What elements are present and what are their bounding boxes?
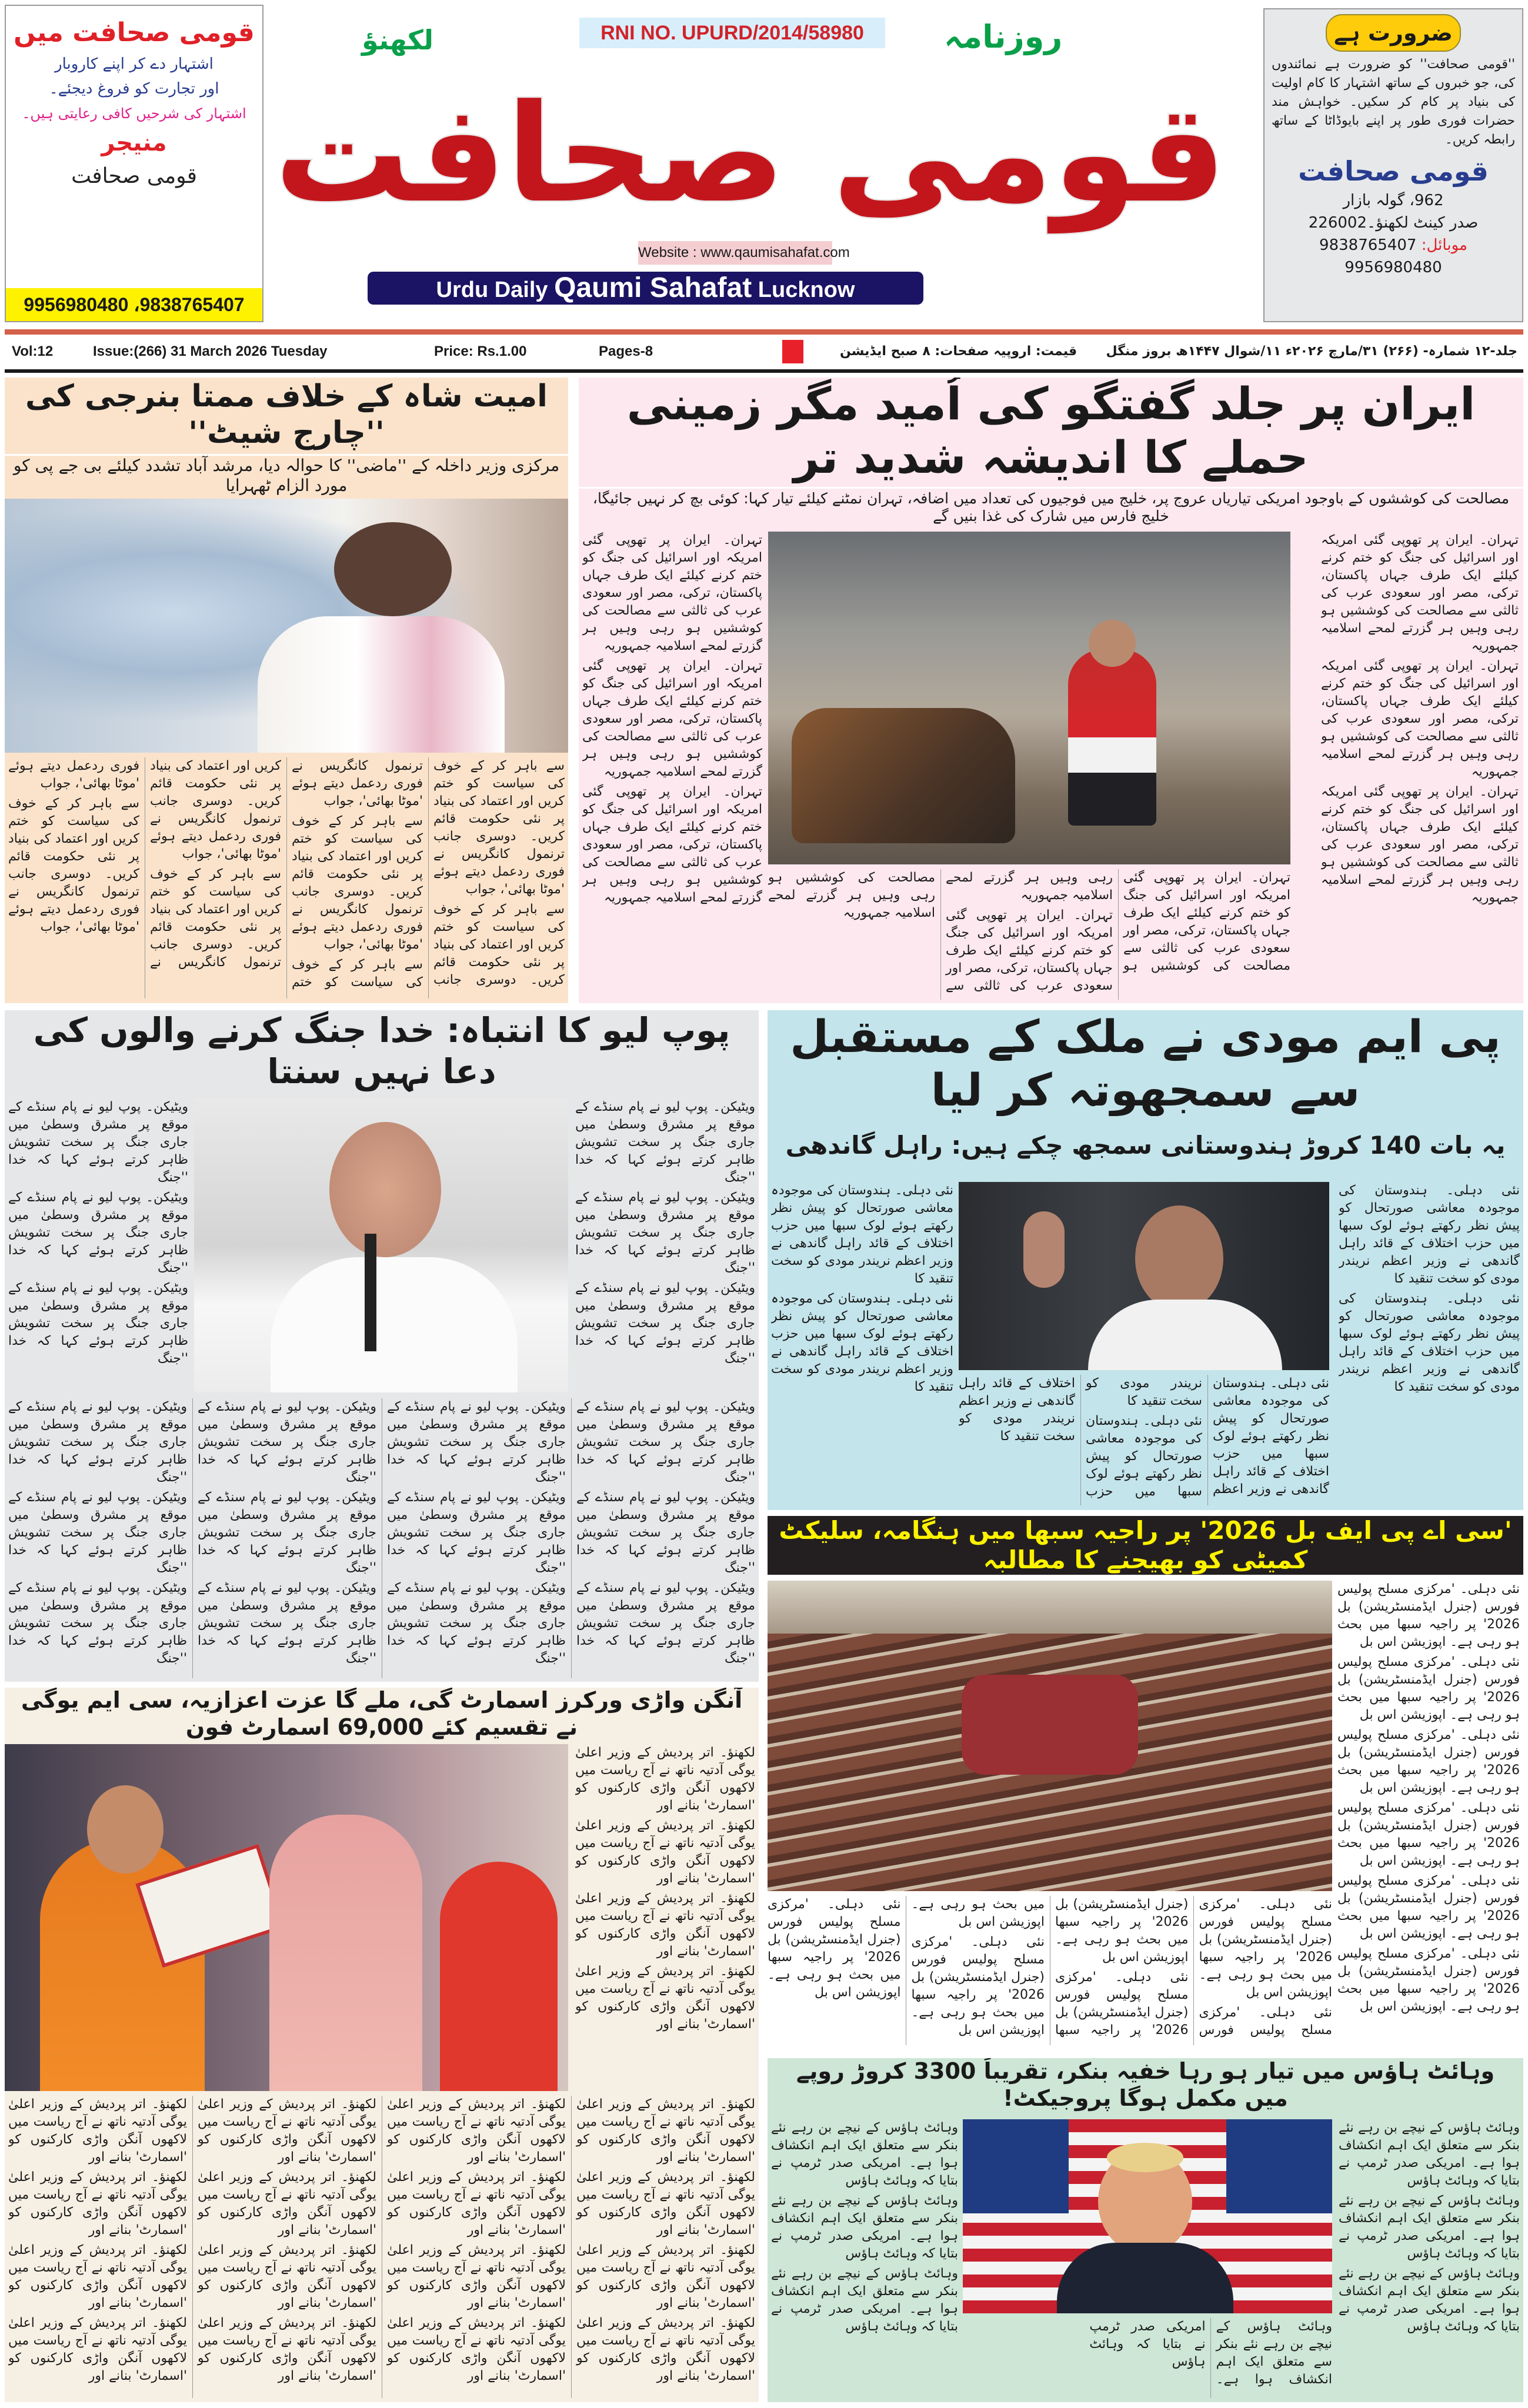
story-white-house-bunker: [768, 2058, 1523, 2402]
paragraph: وہائٹ ہاؤس کے نیچے بن رہے نئے بنکر سے متعلق ایک اہم انکشاف ہوا ہے۔ امریکی صدر ٹرمپ نے بتایا کہ وہائٹ ہاؤس: [771, 2193, 958, 2261]
pages: Pages-8: [599, 343, 653, 359]
paragraph: وہائٹ ہاؤس کے نیچے بن رہے نئے بنکر سے متعلق ایک اہم انکشاف ہوا ہے۔ امریکی صدر ٹرمپ نے بتایا کہ وہائٹ ہاؤس: [1089, 2319, 1332, 2387]
photo-yogi-adityanath: [5, 1744, 568, 2091]
paragraph: لکھنؤ۔ اتر پردیش کے وزیر اعلیٰ یوگی آدتیہ ناتھ نے آج ریاست میں لاکھوں آنگن واڑی کارکنوں کو 'اسمارٹ' بنانے اور: [8, 2097, 187, 2165]
paragraph: نئی دہلی۔ ہندوستان کی موجودہ معاشی صورتحال کو پیش نظر رکھتے ہوئے لوک سبھا میں حزب اختلاف کے قائد راہل گاندھی نے وزیر اعظم نریندر مودی کو سخت تنقید کا: [771, 1291, 953, 1394]
urdu-date: جلد-۱۲ شمارہ- (۲۶۶) ۳۱/مارچ ۲۰۲۶ء ۱۱/شوال ۱۴۴۷ھ بروز منگل: [1106, 344, 1517, 359]
paragraph: وہائٹ ہاؤس کے نیچے بن رہے نئے بنکر سے متعلق ایک اہم انکشاف ہوا ہے۔ امریکی صدر ٹرمپ نے بتایا کہ وہائٹ ہاؤس: [1339, 2193, 1520, 2261]
article-body-lead: [1321, 532, 1519, 1000]
ad-signature-title: منیجر: [101, 129, 167, 156]
article-body: [8, 1098, 188, 1392]
paragraph: نئی دہلی۔ 'مرکزی مسلح پولیس فورس (جنرل ایڈمنسٹریشن) بل 2026' پر راجیہ سبھا میں بحث ہو رہی ہے۔ اپوزیشن اس بل: [911, 1935, 1045, 2038]
headline[interactable]: آنگن واڑی ورکرز اسمارٹ گی، ملے گا عزت اعزازیہ، سی ایم یوگی نے تقسیم کئے 69,000 اسمارٹ فون: [21, 1688, 743, 1740]
paragraph: لکھنؤ۔ اتر پردیش کے وزیر اعلیٰ یوگی آدتیہ ناتھ نے آج ریاست میں لاکھوں آنگن واڑی کارکنوں کو 'اسمارٹ' بنانے اور: [387, 2170, 566, 2237]
paragraph: لکھنؤ۔ اتر پردیش کے وزیر اعلیٰ یوگی آدتیہ ناتھ نے آج ریاست میں لاکھوں آنگن واڑی کارکنوں کو 'اسمارٹ' بنانے اور: [576, 2097, 755, 2165]
paragraph: نئی دہلی۔ ہندوستان کی موجودہ معاشی صورتحال کو پیش نظر رکھتے ہوئے لوک سبھا میں حزب اختلاف کے قائد راہل گاندھی نے وزیر اعظم نریندر مودی کو سخت تنقید کا: [771, 1183, 953, 1286]
story-capf-bill: [768, 1516, 1523, 2051]
paragraph: تہران۔ ایران پر تھوپی گئی امریکہ اور اسرائیل کی جنگ کو ختم کرنے کیلئے ایک طرف جہاں پاکستان، ترکی، مصر اور سعودی عرب کی ثالثی سے مصالحت کی کوششیں ہو رہی وہیں ہر گزرتے لمحے اسلامیہ جمہوریہ: [582, 659, 762, 779]
paragraph: نئی دہلی۔ ہندوستان کی موجودہ معاشی صورتحال کو پیش نظر رکھتے ہوئے لوک سبھا میں حزب اختلاف کے قائد راہل گاندھی نے وزیر اعظم نریندر مودی کو سخت تنقید کا: [1086, 1376, 1329, 1497]
rni-number: RNI NO. UPURD/2014/58980: [579, 18, 885, 48]
paragraph: نئی دہلی۔ 'مرکزی مسلح پولیس فورس (جنرل ایڈمنسٹریشن) بل 2026' پر راجیہ سبھا میں بحث ہو رہی ہے۔ اپوزیشن اس بل: [1337, 1801, 1520, 1868]
subheadline: مصالحت کی کوششوں کے باوجود امریکی تیاریاں عروج پر، خلیج میں فوجیوں کی تعداد میں اضافہ، تہران نمٹنے کیلئے تیار کہا: کوئی بچ کر نہیں جائیگا، خلیج فارس میں شارک کی غذا بنیں گے: [579, 487, 1523, 526]
paragraph: نئی دہلی۔ 'مرکزی مسلح پولیس فورس (جنرل ایڈمنسٹریشن) بل 2026' پر راجیہ سبھا میں بحث ہو رہی ہے۔ اپوزیشن اس بل: [1337, 1946, 1520, 2014]
paragraph: ویٹیکن۔ پوپ لیو نے پام سنڈے کے موقع پر مشرق وسطیٰ میں جاری جنگ پر سخت تشویش ظاہر کرتے ہوئے کہا کہ خدا ''جنگ: [8, 1281, 188, 1366]
paragraph: لکھنؤ۔ اتر پردیش کے وزیر اعلیٰ یوگی آدتیہ ناتھ نے آج ریاست میں لاکھوں آنگن واڑی کارکنوں کو 'اسمارٹ' بنانے اور: [575, 1818, 755, 1886]
masthead: [268, 5, 1259, 322]
paragraph: وہائٹ ہاؤس کے نیچے بن رہے نئے بنکر سے متعلق ایک اہم انکشاف ہوا ہے۔ امریکی صدر ٹرمپ نے بتایا کہ وہائٹ ہاؤس: [1339, 2266, 1520, 2334]
paragraph: سے باہر کر کے خوف کی سیاست کو ختم کریں اور اعتماد کی بنیاد پر نئی حکومت قائم کریں۔ دوسری جانب ترنمول کانگریس نے فوری ردعمل دیتے ہوئے 'موٹا بھائی'، جواب: [8, 759, 281, 970]
story-mamata: [5, 378, 568, 1003]
paragraph: تہران۔ ایران پر تھوپی گئی امریکہ اور اسرائیل کی جنگ کو ختم کرنے کیلئے ایک طرف جہاں پاکستان، ترکی، مصر اور سعودی عرب کی ثالثی سے مصالحت کی کوششیں ہو رہی وہیں ہر گزرتے لمحے اسلامیہ جمہوریہ: [1321, 784, 1519, 905]
article-body: [768, 1896, 1332, 2045]
headline[interactable]: پوپ لیو کا انتباہ: خدا جنگ کرنے والوں کی دعا نہیں سنتا: [33, 1010, 730, 1091]
photo-mamata-banerjee: [5, 499, 568, 753]
article-body-lead: [1339, 1182, 1520, 1505]
mobile-number: 9838765407: [1319, 236, 1417, 254]
article-body: [8, 2096, 755, 2398]
red-marker: [782, 340, 803, 363]
paragraph: نئی دہلی۔ 'مرکزی مسلح پولیس فورس (جنرل ایڈمنسٹریشن) بل 2026' پر راجیہ سبھا میں بحث ہو رہی ہے۔ اپوزیشن اس بل: [1055, 1897, 1332, 2038]
story-pope: [5, 1010, 759, 1682]
address-line: صدر کینٹ لکھنؤ۔226002: [1308, 214, 1479, 232]
paragraph: لکھنؤ۔ اتر پردیش کے وزیر اعلیٰ یوگی آدتیہ ناتھ نے آج ریاست میں لاکھوں آنگن واڑی کارکنوں کو 'اسمارٹ' بنانے اور: [198, 2316, 376, 2383]
paragraph: ویٹیکن۔ پوپ لیو نے پام سنڈے کے موقع پر مشرق وسطیٰ میں جاری جنگ پر سخت تشویش ظاہر کرتے ہوئے کہا کہ خدا ''جنگ: [575, 1100, 755, 1185]
article-body: [959, 1375, 1329, 1505]
ad-title: قومی صحافت میں: [14, 18, 255, 48]
website-link[interactable]: Website : www.qaumisahafat.com: [638, 241, 832, 265]
paragraph: نئی دہلی۔ 'مرکزی مسلح پولیس فورس (جنرل ایڈمنسٹریشن) بل 2026' پر راجیہ سبھا میں بحث ہو رہی ہے۔ اپوزیشن اس بل: [1337, 1655, 1520, 1722]
paragraph: نئی دہلی۔ 'مرکزی مسلح پولیس فورس (جنرل ایڈمنسٹریشن) بل 2026' پر راجیہ سبھا میں بحث ہو رہی ہے۔ اپوزیشن اس بل: [1337, 1873, 1520, 1941]
photo-pope-leo: [194, 1098, 568, 1392]
ad-line: اور تجارت کو فروغ دیجئے۔: [49, 80, 219, 98]
article-body-lead: [1339, 2119, 1520, 2398]
paragraph: نئی دہلی۔ ہندوستان کی موجودہ معاشی صورتحال کو پیش نظر رکھتے ہوئے لوک سبھا میں حزب اختلاف کے قائد راہل گاندھی نے وزیر اعظم نریندر مودی کو سخت تنقید کا: [1339, 1183, 1520, 1286]
address-line: 962، گولہ بازار: [1343, 192, 1444, 209]
paragraph: لکھنؤ۔ اتر پردیش کے وزیر اعلیٰ یوگی آدتیہ ناتھ نے آج ریاست میں لاکھوں آنگن واڑی کارکنوں کو 'اسمارٹ' بنانے اور: [576, 2170, 755, 2237]
article-body: [8, 1398, 755, 1678]
paragraph: نئی دہلی۔ 'مرکزی مسلح پولیس فورس (جنرل ایڈمنسٹریشن) بل 2026' پر راجیہ سبھا میں بحث ہو رہی ہے۔ اپوزیشن اس بل: [768, 1897, 901, 2000]
paragraph: وہائٹ ہاؤس کے نیچے بن رہے نئے بنکر سے متعلق ایک اہم انکشاف ہوا ہے۔ امریکی صدر ٹرمپ نے بتایا کہ وہائٹ ہاؤس: [771, 2120, 958, 2188]
paragraph: ویٹیکن۔ پوپ لیو نے پام سنڈے کے موقع پر مشرق وسطیٰ میں جاری جنگ پر سخت تشویش ظاہر کرتے ہوئے کہا کہ خدا ''جنگ: [8, 1190, 188, 1275]
photo-rajya-sabha: [768, 1581, 1332, 1891]
subheadline: یہ بات 140 کروڑ ہندوستانی سمجھ چکے ہیں: راہل گاندھی: [785, 1130, 1506, 1160]
paragraph: ویٹیکن۔ پوپ لیو نے پام سنڈے کے موقع پر مشرق وسطیٰ میں جاری جنگ پر سخت تشویش ظاہر کرتے ہوئے کہا کہ خدا ''جنگ: [387, 1581, 566, 1666]
paragraph: ویٹیکن۔ پوپ لیو نے پام سنڈے کے موقع پر مشرق وسطیٰ میں جاری جنگ پر سخت تشویش ظاہر کرتے ہوئے کہا کہ خدا ''جنگ: [387, 1490, 566, 1575]
paragraph: لکھنؤ۔ اتر پردیش کے وزیر اعلیٰ یوگی آدتیہ ناتھ نے آج ریاست میں لاکھوں آنگن واڑی کارکنوں کو 'اسمارٹ' بنانے اور: [387, 2097, 566, 2165]
ad-line: اشتہار کی شرحیں کافی رعایتی ہیں۔: [22, 105, 246, 122]
newspaper-logo: قومی صحافت: [274, 76, 1226, 233]
paragraph: لکھنؤ۔ اتر پردیش کے وزیر اعلیٰ یوگی آدتیہ ناتھ نے آج ریاست میں لاکھوں آنگن واڑی کارکنوں کو 'اسمارٹ' بنانے اور: [198, 2097, 376, 2165]
paragraph: نئی دہلی۔ ہندوستان کی موجودہ معاشی صورتحال کو پیش نظر رکھتے ہوئے لوک سبھا میں حزب اختلاف کے قائد راہل گاندھی نے وزیر اعظم نریندر مودی کو سخت تنقید کا: [959, 1376, 1202, 1499]
urdu-price: قیمت: اروپیہ صفحات: ۸ صبح ایڈیشن: [840, 344, 1077, 359]
paragraph: لکھنؤ۔ اتر پردیش کے وزیر اعلیٰ یوگی آدتیہ ناتھ نے آج ریاست میں لاکھوں آنگن واڑی کارکنوں کو 'اسمارٹ' بنانے اور: [576, 2243, 755, 2310]
advertisement-box: [5, 5, 263, 322]
paragraph: تہران۔ ایران پر تھوپی گئی امریکہ اور اسرائیل کی جنگ کو ختم کرنے کیلئے ایک طرف جہاں پاکستان، ترکی، مصر اور سعودی عرب کی ثالثی سے مصالحت کی کوششیں ہو رہی وہیں ہر گزرتے لمحے اسلامیہ جمہوریہ: [582, 784, 762, 905]
paragraph: ویٹیکن۔ پوپ لیو نے پام سنڈے کے موقع پر مشرق وسطیٰ میں جاری جنگ پر سخت تشویش ظاہر کرتے ہوئے کہا کہ خدا ''جنگ: [198, 1400, 376, 1485]
photo-destroyed-building: [768, 532, 1290, 864]
paragraph: سے باہر کر کے خوف کی سیاست کو ختم کریں اور اعتماد کی بنیاد پر نئی حکومت قائم کریں۔ دوسری جانب ترنمول کانگریس نے فوری ردعمل دیتے ہوئے 'موٹا بھائی'، جواب: [150, 759, 423, 990]
paragraph: وہائٹ ہاؤس کے نیچے بن رہے نئے بنکر سے متعلق ایک اہم انکشاف ہوا ہے۔ امریکی صدر ٹرمپ نے بتایا کہ وہائٹ ہاؤس: [1339, 2120, 1520, 2188]
paragraph: لکھنؤ۔ اتر پردیش کے وزیر اعلیٰ یوگی آدتیہ ناتھ نے آج ریاست میں لاکھوں آنگن واڑی کارکنوں کو 'اسمارٹ' بنانے اور: [575, 1964, 755, 2032]
ad-line: اشتہار دے کر اپنے کاروبار: [55, 55, 213, 73]
article-body: [771, 1182, 953, 1505]
paragraph: ویٹیکن۔ پوپ لیو نے پام سنڈے کے موقع پر مشرق وسطیٰ میں جاری جنگ پر سخت تشویش ظاہر کرتے ہوئے کہا کہ خدا ''جنگ: [8, 1490, 187, 1575]
paragraph: نئی دہلی۔ ہندوستان کی موجودہ معاشی صورتحال کو پیش نظر رکھتے ہوئے لوک سبھا میں حزب اختلاف کے قائد راہل گاندھی نے وزیر اعظم نریندر مودی کو سخت تنقید کا: [1339, 1291, 1520, 1394]
volume: Vol:12: [12, 343, 54, 359]
title-name: Qaumi Sahafat: [554, 272, 752, 303]
paragraph: سے باہر کر کے خوف کی سیاست کو ختم کریں اور اعتماد کی بنیاد پر نئی حکومت قائم کریں۔ دوسری جانب ترنمول کانگریس نے فوری ردعمل دیتے ہوئے 'موٹا بھائی'، جواب: [8, 796, 139, 934]
roznama-label: روزنامہ: [944, 18, 1063, 55]
headline[interactable]: وہائٹ ہاؤس میں تیار ہو رہا خفیہ بنکر، تقریباً 3300 کروڑ روپے میں مکمل ہوگا پروجیکٹ!: [796, 2058, 1495, 2111]
paragraph: ویٹیکن۔ پوپ لیو نے پام سنڈے کے موقع پر مشرق وسطیٰ میں جاری جنگ پر سخت تشویش ظاہر کرتے ہوئے کہا کہ خدا ''جنگ: [576, 1581, 755, 1666]
paragraph: لکھنؤ۔ اتر پردیش کے وزیر اعلیٰ یوگی آدتیہ ناتھ نے آج ریاست میں لاکھوں آنگن واڑی کارکنوں کو 'اسمارٹ' بنانے اور: [198, 2243, 376, 2310]
paragraph: تہران۔ ایران پر تھوپی گئی امریکہ اور اسرائیل کی جنگ کو ختم کرنے کیلئے ایک طرف جہاں پاکستان، ترکی، مصر اور سعودی عرب کی ثالثی سے مصالحت کی کوششیں ہو رہی وہیں ہر گزرتے لمحے اسلامیہ جمہوریہ: [1321, 659, 1519, 779]
paragraph: ویٹیکن۔ پوپ لیو نے پام سنڈے کے موقع پر مشرق وسطیٰ میں جاری جنگ پر سخت تشویش ظاہر کرتے ہوئے کہا کہ خدا ''جنگ: [575, 1281, 755, 1366]
photo-rahul-gandhi: [959, 1182, 1329, 1370]
paragraph: لکھنؤ۔ اتر پردیش کے وزیر اعلیٰ یوگی آدتیہ ناتھ نے آج ریاست میں لاکھوں آنگن واڑی کارکنوں کو 'اسمارٹ' بنانے اور: [575, 1745, 755, 1813]
title-pre: Urdu Daily: [436, 278, 548, 302]
subheadline: مرکزی وزیر داخلہ کے ''ماضی'' کا حوالہ دیا، مرشد آباد تشدد کیلئے بی جے پی کو مورد الزام ٹھہرایا: [5, 454, 568, 495]
paragraph: تہران۔ ایران پر تھوپی گئی امریکہ اور اسرائیل کی جنگ کو ختم کرنے کیلئے ایک طرف جہاں پاکستان، ترکی، مصر اور سعودی عرب کی ثالثی سے مصالحت کی کوششیں ہو رہی وہیں ہر گزرتے لمحے اسلامیہ جمہوریہ: [582, 533, 762, 653]
paragraph: لکھنؤ۔ اتر پردیش کے وزیر اعلیٰ یوگی آدتیہ ناتھ نے آج ریاست میں لاکھوں آنگن واڑی کارکنوں کو 'اسمارٹ' بنانے اور: [8, 2243, 187, 2310]
wanted-ad-box: [1263, 8, 1523, 322]
paragraph: ویٹیکن۔ پوپ لیو نے پام سنڈے کے موقع پر مشرق وسطیٰ میں جاری جنگ پر سخت تشویش ظاہر کرتے ہوئے کہا کہ خدا ''جنگ: [575, 1190, 755, 1275]
article-body: [5, 757, 568, 998]
paragraph: ویٹیکن۔ پوپ لیو نے پام سنڈے کے موقع پر مشرق وسطیٰ میں جاری جنگ پر سخت تشویش ظاہر کرتے ہوئے کہا کہ خدا ''جنگ: [387, 1400, 566, 1485]
divider: [5, 329, 1523, 335]
paragraph: تہران۔ ایران پر تھوپی گئی امریکہ اور اسرائیل کی جنگ کو ختم کرنے کیلئے ایک طرف جہاں پاکستان، ترکی، مصر اور سعودی عرب کی ثالثی سے مصالحت کی کوششیں ہو رہی وہیں ہر گزرتے لمحے اسلامیہ جمہوریہ: [768, 870, 1113, 993]
paragraph: ویٹیکن۔ پوپ لیو نے پام سنڈے کے موقع پر مشرق وسطیٰ میں جاری جنگ پر سخت تشویش ظاہر کرتے ہوئے کہا کہ خدا ''جنگ: [576, 1490, 755, 1575]
paragraph: ویٹیکن۔ پوپ لیو نے پام سنڈے کے موقع پر مشرق وسطیٰ میں جاری جنگ پر سخت تشویش ظاہر کرتے ہوئے کہا کہ خدا ''جنگ: [8, 1100, 188, 1185]
article-body-lead: [1337, 1581, 1520, 2045]
wanted-badge: ضرورت ہے: [1326, 14, 1461, 52]
paragraph: ویٹیکن۔ پوپ لیو نے پام سنڈے کے موقع پر مشرق وسطیٰ میں جاری جنگ پر سخت تشویش ظاہر کرتے ہوئے کہا کہ خدا ''جنگ: [576, 1400, 755, 1485]
headline[interactable]: پی ایم مودی نے ملک کے مستقبل سے سمجھوتہ کر لیا: [790, 1010, 1501, 1116]
story-rahul-gandhi: [768, 1010, 1523, 1510]
paragraph: لکھنؤ۔ اتر پردیش کے وزیر اعلیٰ یوگی آدتیہ ناتھ نے آج ریاست میں لاکھوں آنگن واڑی کارکنوں کو 'اسمارٹ' بنانے اور: [8, 2316, 187, 2383]
paragraph: ویٹیکن۔ پوپ لیو نے پام سنڈے کے موقع پر مشرق وسطیٰ میں جاری جنگ پر سخت تشویش ظاہر کرتے ہوئے کہا کہ خدا ''جنگ: [8, 1581, 187, 1666]
paragraph: وہائٹ ہاؤس کے نیچے بن رہے نئے بنکر سے متعلق ایک اہم انکشاف ہوا ہے۔ امریکی صدر ٹرمپ نے بتایا کہ وہائٹ ہاؤس: [771, 2266, 958, 2334]
paragraph: نئی دہلی۔ 'مرکزی مسلح پولیس فورس (جنرل ایڈمنسٹریشن) بل 2026' پر راجیہ سبھا میں بحث ہو رہی ہے۔ اپوزیشن اس بل: [911, 1897, 1189, 2038]
wanted-ad-brand: قومی صحافت: [1298, 155, 1489, 187]
photo-donald-trump: [963, 2119, 1332, 2313]
headline[interactable]: ایران پر جلد گفتگو کی اُمید مگر زمینی حملے کا اندیشہ شدید تر: [626, 378, 1476, 483]
headline[interactable]: امیت شاہ کے خلاف ممتا بنرجی کی ''چارج شیٹ'': [25, 378, 548, 450]
paragraph: تہران۔ ایران پر تھوپی گئی امریکہ اور اسرائیل کی جنگ کو ختم کرنے کیلئے ایک طرف جہاں پاکستان، ترکی، مصر اور سعودی عرب کی ثالثی سے مصالحت کی کوششیں ہو رہی وہیں ہر گزرتے لمحے اسلامیہ جمہوریہ: [1321, 533, 1519, 653]
divider: [5, 369, 1523, 373]
paragraph: تہران۔ ایران پر تھوپی گئی امریکہ اور اسرائیل کی جنگ کو ختم کرنے کیلئے ایک طرف جہاں پاکستان، ترکی، مصر اور سعودی عرب کی ثالثی سے مصالحت کی کوششیں ہو رہی وہیں ہر گزرتے لمحے اسلامیہ جمہوریہ: [946, 870, 1290, 973]
ad-signature-name: قومی صحافت: [71, 164, 197, 188]
paragraph: نئی دہلی۔ 'مرکزی مسلح پولیس فورس (جنرل ایڈمنسٹریشن) بل 2026' پر راجیہ سبھا میں بحث ہو رہی ہے۔ اپوزیشن اس بل: [1337, 1582, 1520, 1649]
paragraph: لکھنؤ۔ اتر پردیش کے وزیر اعلیٰ یوگی آدتیہ ناتھ نے آج ریاست میں لاکھوں آنگن واڑی کارکنوں کو 'اسمارٹ' بنانے اور: [387, 2243, 566, 2310]
article-body: [771, 2119, 958, 2398]
paragraph: نئی دہلی۔ 'مرکزی مسلح پولیس فورس (جنرل ایڈمنسٹریشن) بل 2026' پر راجیہ سبھا میں بحث ہو رہی ہے۔ اپوزیشن اس بل: [1199, 1897, 1332, 2000]
article-body-lead: [575, 1744, 755, 2091]
paragraph: لکھنؤ۔ اتر پردیش کے وزیر اعلیٰ یوگی آدتیہ ناتھ نے آج ریاست میں لاکھوں آنگن واڑی کارکنوں کو 'اسمارٹ' بنانے اور: [387, 2316, 566, 2383]
article-body: [963, 2318, 1332, 2398]
paragraph: لکھنؤ۔ اتر پردیش کے وزیر اعلیٰ یوگی آدتیہ ناتھ نے آج ریاست میں لاکھوں آنگن واڑی کارکنوں کو 'اسمارٹ' بنانے اور: [8, 2170, 187, 2237]
story-iran: [579, 378, 1523, 1003]
issue-info-bar: [5, 336, 1523, 367]
issue-date: Issue:(266) 31 March 2026 Tuesday: [93, 343, 328, 359]
price: Price: Rs.1.00: [434, 343, 527, 359]
mobile-number: 9956980480: [1344, 259, 1442, 276]
paragraph: لکھنؤ۔ اتر پردیش کے وزیر اعلیٰ یوگی آدتیہ ناتھ نے آج ریاست میں لاکھوں آنگن واڑی کارکنوں کو 'اسمارٹ' بنانے اور: [198, 2170, 376, 2237]
article-body: [768, 869, 1290, 1000]
english-title: [368, 272, 923, 305]
paragraph: ویٹیکن۔ پوپ لیو نے پام سنڈے کے موقع پر مشرق وسطیٰ میں جاری جنگ پر سخت تشویش ظاہر کرتے ہوئے کہا کہ خدا ''جنگ: [198, 1490, 376, 1575]
city-label: لکھنؤ: [362, 24, 434, 56]
story-yogi-smartphones: [5, 1688, 759, 2402]
paragraph: سے باہر کر کے خوف کی سیاست کو ختم کریں اور اعتماد کی بنیاد پر نئی حکومت قائم کریں۔ دوسری جانب ترنمول کانگریس نے فوری ردعمل دیتے ہوئے 'موٹا بھائی'، جواب: [292, 814, 423, 952]
paragraph: لکھنؤ۔ اتر پردیش کے وزیر اعلیٰ یوگی آدتیہ ناتھ نے آج ریاست میں لاکھوں آنگن واڑی کارکنوں کو 'اسمارٹ' بنانے اور: [576, 2316, 755, 2383]
wanted-ad-text: ''قومی صحافت'' کو ضرورت ہے نمائندوں کی، جو خبروں کے ساتھ اشتہار کا کام اولیت کی بنیاد پر کام کر سکیں۔ خواہش مند حضرات فوری طور پر اپنے بایوڈاٹا کے ساتھ رابطہ کریں۔: [1272, 57, 1515, 147]
title-post: Lucknow: [758, 278, 855, 302]
ad-phones: 9956980480 ،9838765407: [6, 288, 262, 321]
article-body: [582, 532, 762, 1000]
article-body-lead: [575, 1098, 755, 1392]
mobile-label: موبائل:: [1421, 236, 1467, 254]
paragraph: سے باہر کر کے خوف کی سیاست کو ختم کریں اور اعتماد کی بنیاد پر نئی حکومت قائم کریں۔ دوسری جانب ترنمول کانگریس نے فوری ردعمل دیتے ہوئے 'موٹا بھائی'، جواب: [433, 759, 565, 897]
paragraph: لکھنؤ۔ اتر پردیش کے وزیر اعلیٰ یوگی آدتیہ ناتھ نے آج ریاست میں لاکھوں آنگن واڑی کارکنوں کو 'اسمارٹ' بنانے اور: [575, 1891, 755, 1959]
paragraph: ویٹیکن۔ پوپ لیو نے پام سنڈے کے موقع پر مشرق وسطیٰ میں جاری جنگ پر سخت تشویش ظاہر کرتے ہوئے کہا کہ خدا ''جنگ: [198, 1581, 376, 1666]
paragraph: نئی دہلی۔ 'مرکزی مسلح پولیس فورس (جنرل ایڈمنسٹریشن) بل 2026' پر راجیہ سبھا میں بحث ہو رہی ہے۔ اپوزیشن اس بل: [1337, 1728, 1520, 1795]
paragraph: سے باہر کر کے خوف کی سیاست کو ختم کریں اور اعتماد کی بنیاد پر نئی حکومت قائم کریں۔ دوسری جانب ترنمول کانگریس نے فوری ردعمل دیتے ہوئے 'موٹا بھائی'، جواب: [292, 759, 565, 987]
headline[interactable]: 'سی اے پی ایف بل 2026' پر راجیہ سبھا میں ہنگامہ، سلیکٹ کمیٹی کو بھیجنے کا مطالبہ: [768, 1516, 1523, 1575]
paragraph: ویٹیکن۔ پوپ لیو نے پام سنڈے کے موقع پر مشرق وسطیٰ میں جاری جنگ پر سخت تشویش ظاہر کرتے ہوئے کہا کہ خدا ''جنگ: [8, 1400, 187, 1485]
